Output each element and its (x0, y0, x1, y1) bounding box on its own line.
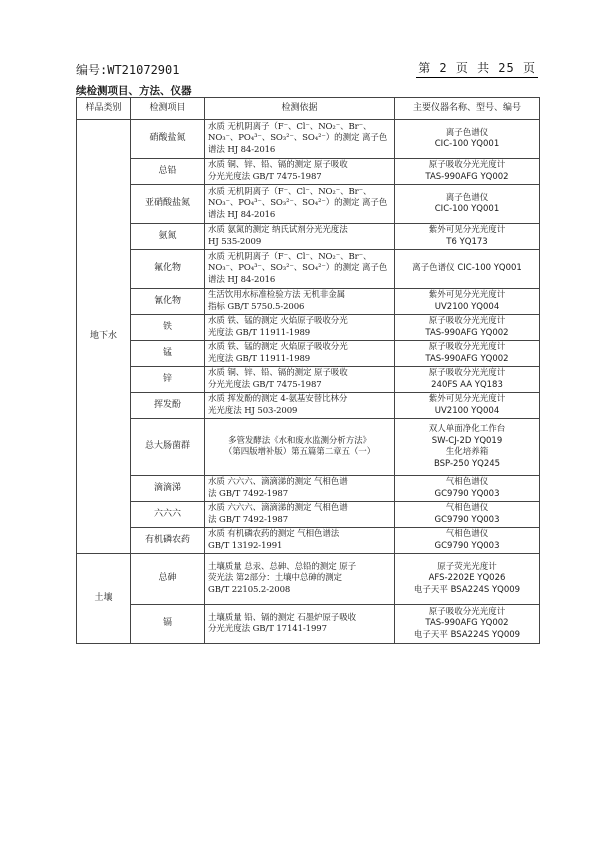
test-basis: 生活饮用水标准检验方法 无机非金属 指标 GB/T 5750.5-2006 (205, 289, 395, 315)
instrument: 原子吸收分光光度计 TAS-990AFG YQ002 电子天平 BSA224S YQ009 (395, 605, 540, 644)
instrument: 原子吸收分光光度计 TAS-990AFG YQ002 (395, 341, 540, 367)
instrument: 原子吸收分光光度计 TAS-990AFG YQ002 (395, 315, 540, 341)
test-basis: 水质 挥发酚的测定 4-氨基安替比林分 光光度法 HJ 503-2009 (205, 393, 395, 419)
table-row (77, 250, 540, 289)
test-item: 挥发酚 (131, 393, 205, 419)
header-sample-category: 样品类别 (77, 98, 131, 120)
test-basis: 水质 氨氮的测定 纳氏试剂分光光度法 HJ 535-2009 (205, 224, 395, 250)
test-item: 硝酸盐氮 (131, 120, 205, 159)
test-item: 六六六 (131, 502, 205, 528)
header-instrument: 主要仪器名称、型号、编号 (395, 98, 540, 120)
test-item: 亚硝酸盐氮 (131, 185, 205, 224)
test-basis: 多管发酵法《水和废水监测分析方法》 （第四版增补版）第五篇第二章五（一） (205, 419, 395, 476)
test-item: 铁 (131, 315, 205, 341)
instrument: 离子色谱仪 CIC-100 YQ001 (395, 120, 540, 159)
instrument: 离子色谱仪 CIC-100 YQ001 (395, 250, 540, 289)
test-item: 氰化物 (131, 289, 205, 315)
table-header-row (77, 98, 540, 120)
table-row (77, 605, 540, 644)
table-row (77, 185, 540, 224)
instrument: 紫外可见分光光度计 UV2100 YQ004 (395, 289, 540, 315)
instrument: 紫外可见分光光度计 UV2100 YQ004 (395, 393, 540, 419)
instrument: 离子色谱仪 CIC-100 YQ001 (395, 185, 540, 224)
header-test-basis: 检测依据 (205, 98, 395, 120)
table-row (77, 476, 540, 502)
test-basis: 水质 铁、锰的测定 火焰原子吸收分光 光度法 GB/T 11911-1989 (205, 341, 395, 367)
table-row (77, 367, 540, 393)
test-basis: 水质 无机阴离子（F⁻、Cl⁻、NO₂⁻、Br⁻、 NO₃⁻、PO₄³⁻、SO₃²⁻、SO₄²⁻）的测定 离子色 谱法 HJ 84-2016 (205, 120, 395, 159)
table-row (77, 289, 540, 315)
section-title: 续检测项目、方法、仪器 (76, 85, 192, 97)
test-basis: 水质 铜、锌、铅、镉的测定 原子吸收 分光光度法 GB/T 7475-1987 (205, 367, 395, 393)
test-basis: 土壤质量 铅、镉的测定 石墨炉原子吸收 分光光度法 GB/T 17141-1997 (205, 605, 395, 644)
instrument: 双人单面净化工作台 SW-CJ-2D YQ019 生化培养箱 BSP-250 YQ245 (395, 419, 540, 476)
table-row (77, 528, 540, 554)
instrument: 原子吸收分光光度计 240FS AA YQ183 (395, 367, 540, 393)
table-row (77, 315, 540, 341)
test-basis: 水质 有机磷农药的测定 气相色谱法 GB/T 13192-1991 (205, 528, 395, 554)
test-basis: 水质 无机阴离子（F⁻、Cl⁻、NO₂⁻、Br⁻、 NO₃⁻、PO₄³⁻、SO₃²⁻、SO₄²⁻）的测定 离子色 谱法 HJ 84-2016 (205, 250, 395, 289)
instrument: 紫外可见分光光度计 T6 YQ173 (395, 224, 540, 250)
category-cell: 土壤 (77, 554, 131, 644)
table-row (77, 341, 540, 367)
table-row (77, 393, 540, 419)
instrument: 气相色谱仪 GC9790 YQ003 (395, 528, 540, 554)
instrument: 原子荧光光度计 AFS-2202E YQ026 电子天平 BSA224S YQ009 (395, 554, 540, 605)
report-header (76, 58, 538, 78)
test-item: 总铅 (131, 159, 205, 185)
test-basis: 水质 铁、锰的测定 火焰原子吸收分光 光度法 GB/T 11911-1989 (205, 315, 395, 341)
instrument: 原子吸收分光光度计 TAS-990AFG YQ002 (395, 159, 540, 185)
report-number: 编号:WT21072901 (76, 63, 180, 77)
test-item: 锌 (131, 367, 205, 393)
test-basis: 水质 铜、锌、铅、镉的测定 原子吸收 分光光度法 GB/T 7475-1987 (205, 159, 395, 185)
test-basis: 水质 无机阴离子（F⁻、Cl⁻、NO₂⁻、Br⁻、 NO₃⁻、PO₄³⁻、SO₃²⁻、SO₄²⁻）的测定 离子色 谱法 HJ 84-2016 (205, 185, 395, 224)
test-basis: 水质 六六六、滴滴涕的测定 气相色谱 法 GB/T 7492-1987 (205, 502, 395, 528)
category-cell: 地下水 (77, 120, 131, 554)
table-row (77, 554, 540, 605)
table-row (77, 419, 540, 476)
table-row (77, 159, 540, 185)
page-indicator: 第 2 页 共 25 页 (416, 59, 538, 78)
test-basis: 土壤质量 总汞、总砷、总铅的测定 原子 荧光法 第2部分：土壤中总砷的测定 GB/T 22105.2-2008 (205, 554, 395, 605)
test-item: 氨氮 (131, 224, 205, 250)
table-row (77, 120, 540, 159)
table-row (77, 502, 540, 528)
test-methods-table (76, 97, 540, 644)
test-item: 氟化物 (131, 250, 205, 289)
test-item: 总大肠菌群 (131, 419, 205, 476)
test-item: 镉 (131, 605, 205, 644)
instrument: 气相色谱仪 GC9790 YQ003 (395, 476, 540, 502)
header-test-item: 检测项目 (131, 98, 205, 120)
test-item: 滴滴涕 (131, 476, 205, 502)
test-item: 有机磷农药 (131, 528, 205, 554)
test-item: 锰 (131, 341, 205, 367)
test-basis: 水质 六六六、滴滴涕的测定 气相色谱 法 GB/T 7492-1987 (205, 476, 395, 502)
table-row (77, 224, 540, 250)
instrument: 气相色谱仪 GC9790 YQ003 (395, 502, 540, 528)
test-item: 总砷 (131, 554, 205, 605)
